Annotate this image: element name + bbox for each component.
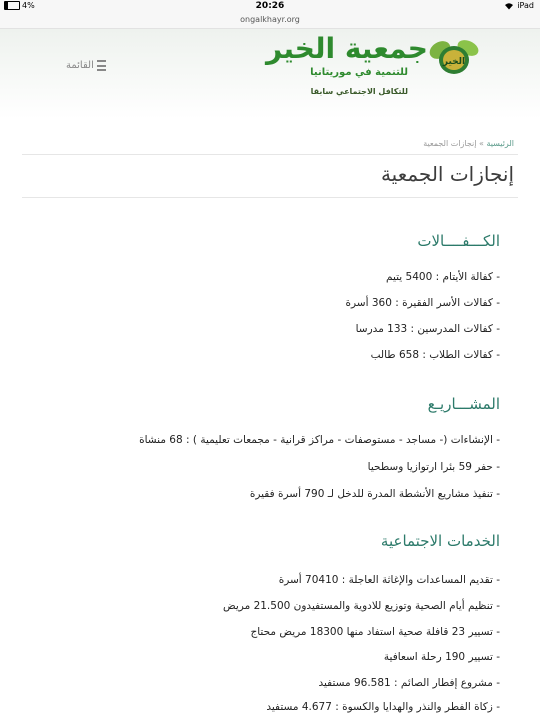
list-item: - الإنشاءات (- مساجد - مستوصفات - مراكز قرانية - مجمعات تعليمية ) : 68 منشاة	[139, 434, 500, 446]
list-item: - تسيير 190 رحلة اسعافية	[383, 651, 500, 663]
list-item: - زكاة الفطر والنذر والهدايا والكسوة : 4.677 مستفيد	[266, 701, 500, 713]
wifi-icon	[504, 2, 514, 10]
battery-level: 4%	[22, 1, 35, 10]
logo-title[interactable]: جمعية الخير	[265, 32, 428, 65]
clock: 20:26	[255, 1, 285, 11]
section-title-social-services: الخدمات الاجتماعية	[380, 532, 500, 550]
breadcrumb-current: إنجازات الجمعية	[423, 139, 477, 148]
device-info	[504, 1, 534, 10]
list-item: - تقديم المساعدات والإغاثة العاجلة : 70410 أسرة	[278, 574, 500, 586]
list-item: - كفالات الأسر الفقيرة : 360 أسرة	[345, 297, 500, 309]
list-item: - مشروع إفطار الصائم : 96.581 مستفيد	[318, 677, 500, 689]
section-title-sponsorships: الكـــفــــالات	[417, 232, 500, 250]
status-bar	[0, 0, 540, 14]
list-item: - تنظيم أيام الصحية وتوزيع للادوية والمستفيدون 21.500 مريض	[223, 600, 500, 612]
list-item: - كفالات المدرسين : 133 مدرسا	[355, 323, 500, 335]
section-title-projects: المشـــاريـع	[427, 395, 500, 413]
menu-label: القائمة	[66, 60, 94, 71]
list-item: - كفالات الطلاب : 658 طالب	[370, 349, 500, 361]
leaf-logo-icon	[428, 36, 480, 82]
breadcrumb-separator: »	[478, 139, 484, 148]
page-title: إنجازات الجمعية	[380, 162, 514, 186]
device-label: iPad	[517, 1, 534, 10]
breadcrumb	[423, 139, 514, 148]
svg-text:الخير: الخير	[442, 57, 466, 67]
page-title-box	[22, 154, 518, 198]
address-bar[interactable]: ongalkhayr.org	[0, 14, 540, 29]
logo-subtitle: للتنمية في موريتانيا	[310, 67, 408, 78]
hamburger-icon	[97, 60, 106, 71]
logo-tagline: للتكافل الاجتماعي سابقا	[310, 87, 408, 96]
menu-button[interactable]	[66, 60, 106, 71]
list-item: - كفالة الأيتام : 5400 يتيم	[385, 271, 500, 283]
list-item: - تسيير 23 قافلة صحية استفاد منها 18300 مريض محتاج	[250, 626, 500, 638]
list-item: - تنفيذ مشاريع الأنشطة المدرة للدخل لـ 790 أسرة فقيرة	[249, 488, 500, 500]
list-item: - حفر 59 بئرا ارتوازيا وسطحيا	[367, 461, 500, 473]
breadcrumb-home-link[interactable]: الرئيسية	[486, 139, 514, 148]
